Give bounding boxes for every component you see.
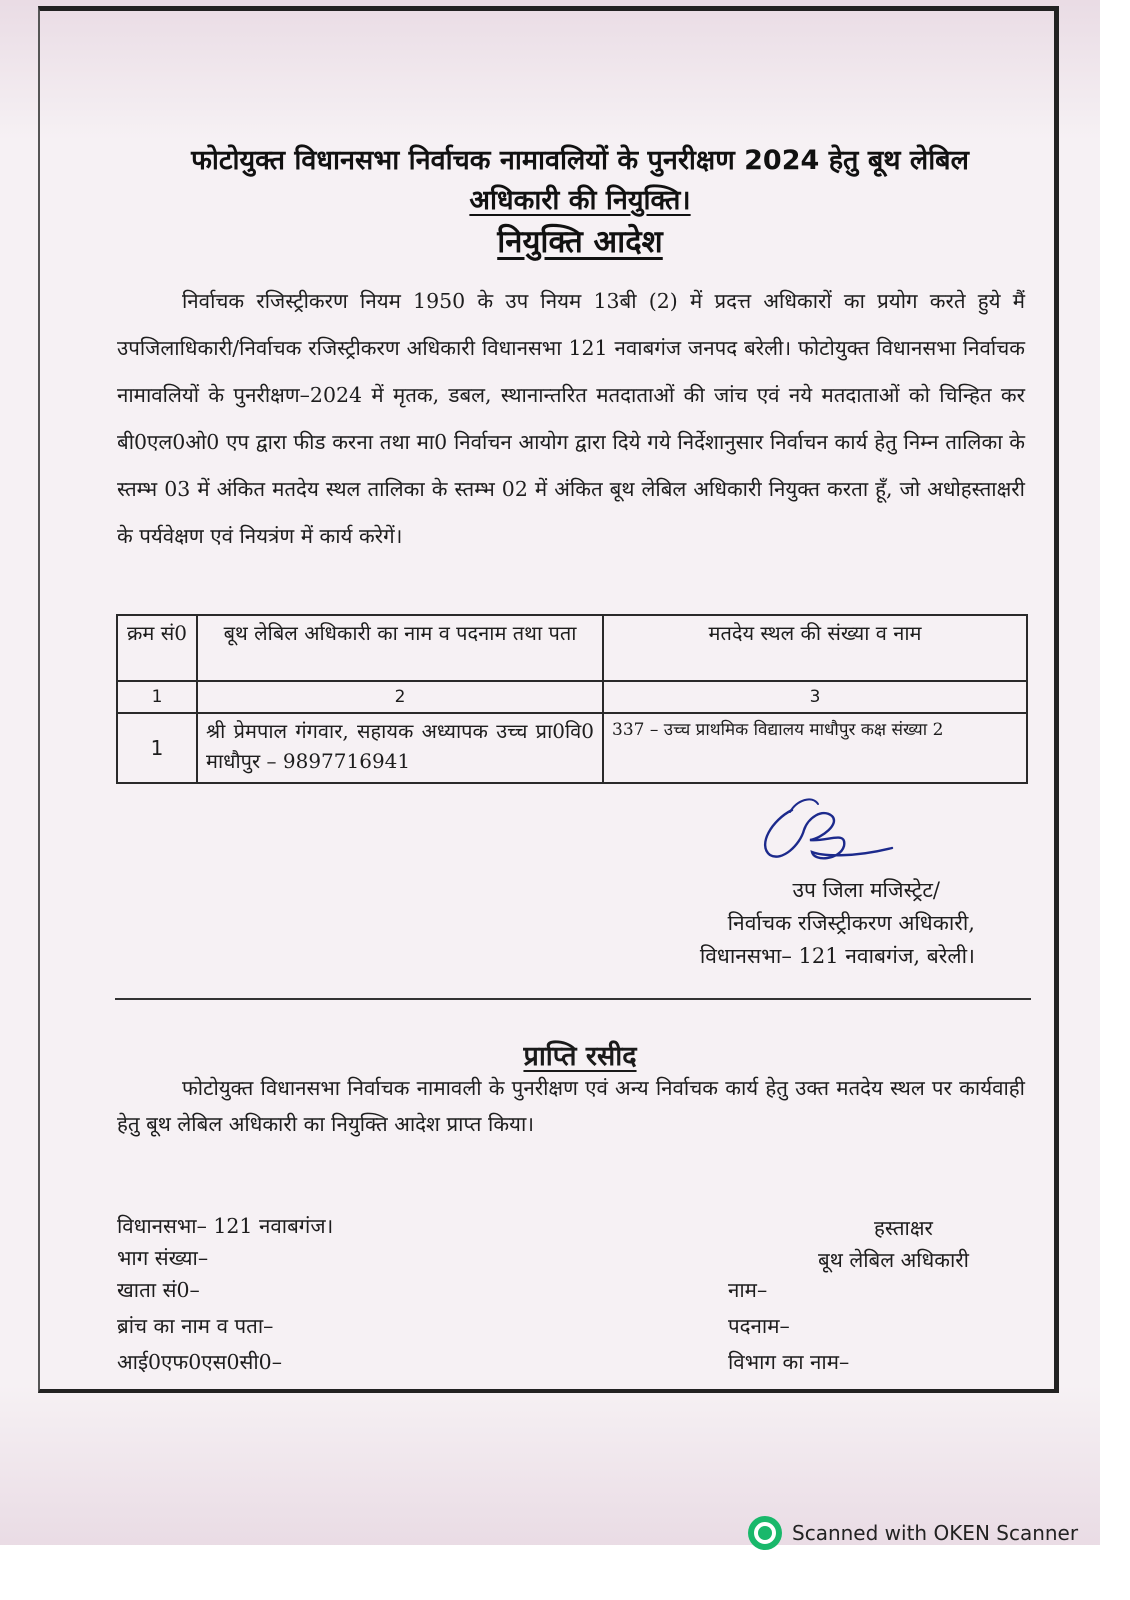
scanner-text: Scanned with OKEN Scanner xyxy=(792,1521,1079,1545)
col-number-1: 1 xyxy=(117,681,197,713)
row-polling-station: 337 – उच्च प्राथमिक विद्यालय माधौपुर कक्ष संख्या 2 xyxy=(603,713,1027,783)
row-serial: 1 xyxy=(117,713,197,783)
receipt-title xyxy=(110,1036,1050,1073)
col-number-2: 2 xyxy=(197,681,603,713)
section-divider xyxy=(115,998,1031,1000)
oken-scanner-logo-icon xyxy=(748,1516,782,1550)
header-polling-station: मतदेय स्थल की संख्या व नाम xyxy=(603,615,1027,681)
receipt-field-assembly: विधानसभा– 121 नवाबगंज। xyxy=(117,1214,334,1238)
header-serial: क्रम सं0 xyxy=(117,615,197,681)
signatory-designation-1: उप जिला मजिस्ट्रेट/ xyxy=(792,878,940,902)
receipt-blo-label: बूथ लेबिल अधिकारी xyxy=(818,1248,969,1272)
heading-line-1: फोटोयुक्त विधानसभा निर्वाचक नामावलियों के पुनरीक्षण 2024 हेतु बूथ लेबिल xyxy=(191,145,969,176)
signature-image xyxy=(752,790,902,890)
heading-line-2-text: अधिकारी की नियुक्ति। xyxy=(469,185,691,216)
receipt-field-name: नाम– xyxy=(728,1278,768,1302)
receipt-field-part-number: भाग संख्या– xyxy=(117,1246,209,1270)
heading-line-2 xyxy=(110,180,1050,217)
blo-table xyxy=(116,614,1028,784)
table-column-number-row xyxy=(117,681,1027,713)
receipt-signature-label: हस्ताक्षर xyxy=(874,1216,933,1240)
order-title-text: नियुक्ति आदेश xyxy=(497,224,663,260)
signatory-designation-2: निर्वाचक रजिस्ट्रीकरण अधिकारी, xyxy=(727,911,975,935)
order-paragraph: निर्वाचक रजिस्ट्रीकरण नियम 1950 के उप नियम 13बी (2) में प्रदत्त अधिकारों का प्रयोग करते हुये मैं उपजिलाधिकारी/निर्वाचक रजिस्ट्रीकरण अधिकारी विधानसभा 121 नवाबगंज जनपद बरेली। फोटोयुक्त विधानसभा निर्वाचक नामावलियों के पुनरीक्षण–2024 में मृतक, डबल, स्थानान्तरित मतदाताओं की जांच एवं नये मतदाताओं को चिन्हित कर बी0एल0ओ0 एप द्वारा फीड करना तथा मा0 निर्वाचन आयोग द्वारा दिये गये निर्देशानुसार निर्वाचन कार्य हेतु निम्न तालिका के स्तम्भ 03 में अंकित मतदेय स्थल तालिका के स्तम्भ 02 में अंकित बूथ लेबिल अधिकारी नियुक्त करता हूँ, जो अधोहस्ताक्षरी के पर्यवेक्षण एवं नियत्रंण में कार्य करेगें। xyxy=(117,289,1025,548)
header-officer: बूथ लेबिल अधिकारी का नाम व पदनाम तथा पता xyxy=(197,615,603,681)
table-row xyxy=(117,713,1027,783)
receipt-title-text: प्राप्ति रसीद xyxy=(523,1041,637,1072)
receipt-field-department: विभाग का नाम– xyxy=(728,1350,850,1374)
receipt-field-designation: पदनाम– xyxy=(728,1314,790,1338)
receipt-field-account-number: खाता सं0– xyxy=(117,1278,200,1302)
receipt-paragraph: फोटोयुक्त विधानसभा निर्वाचक नामावली के पुनरीक्षण एवं अन्य निर्वाचक कार्य हेतु उक्त मतदेय स्थल पर कार्यवाही हेतु बूथ लेबिल अधिकारी का नियुक्ति आदेश प्राप्त किया। xyxy=(117,1076,1025,1136)
row-officer: श्री प्रेमपाल गंगवार, सहायक अध्यापक उच्च प्रा0वि0 माधौपुर – 9897716941 xyxy=(197,713,603,783)
signatory-designation-3: विधानसभा– 121 नवाबगंज, बरेली। xyxy=(699,944,975,968)
scanner-watermark xyxy=(748,1516,1078,1550)
order-title xyxy=(110,220,1050,262)
table-header-row xyxy=(117,615,1027,681)
receipt-field-ifsc: आई0एफ0एस0सी0– xyxy=(117,1350,282,1374)
receipt-field-branch: ब्रांच का नाम व पता– xyxy=(117,1314,274,1338)
col-number-3: 3 xyxy=(603,681,1027,713)
